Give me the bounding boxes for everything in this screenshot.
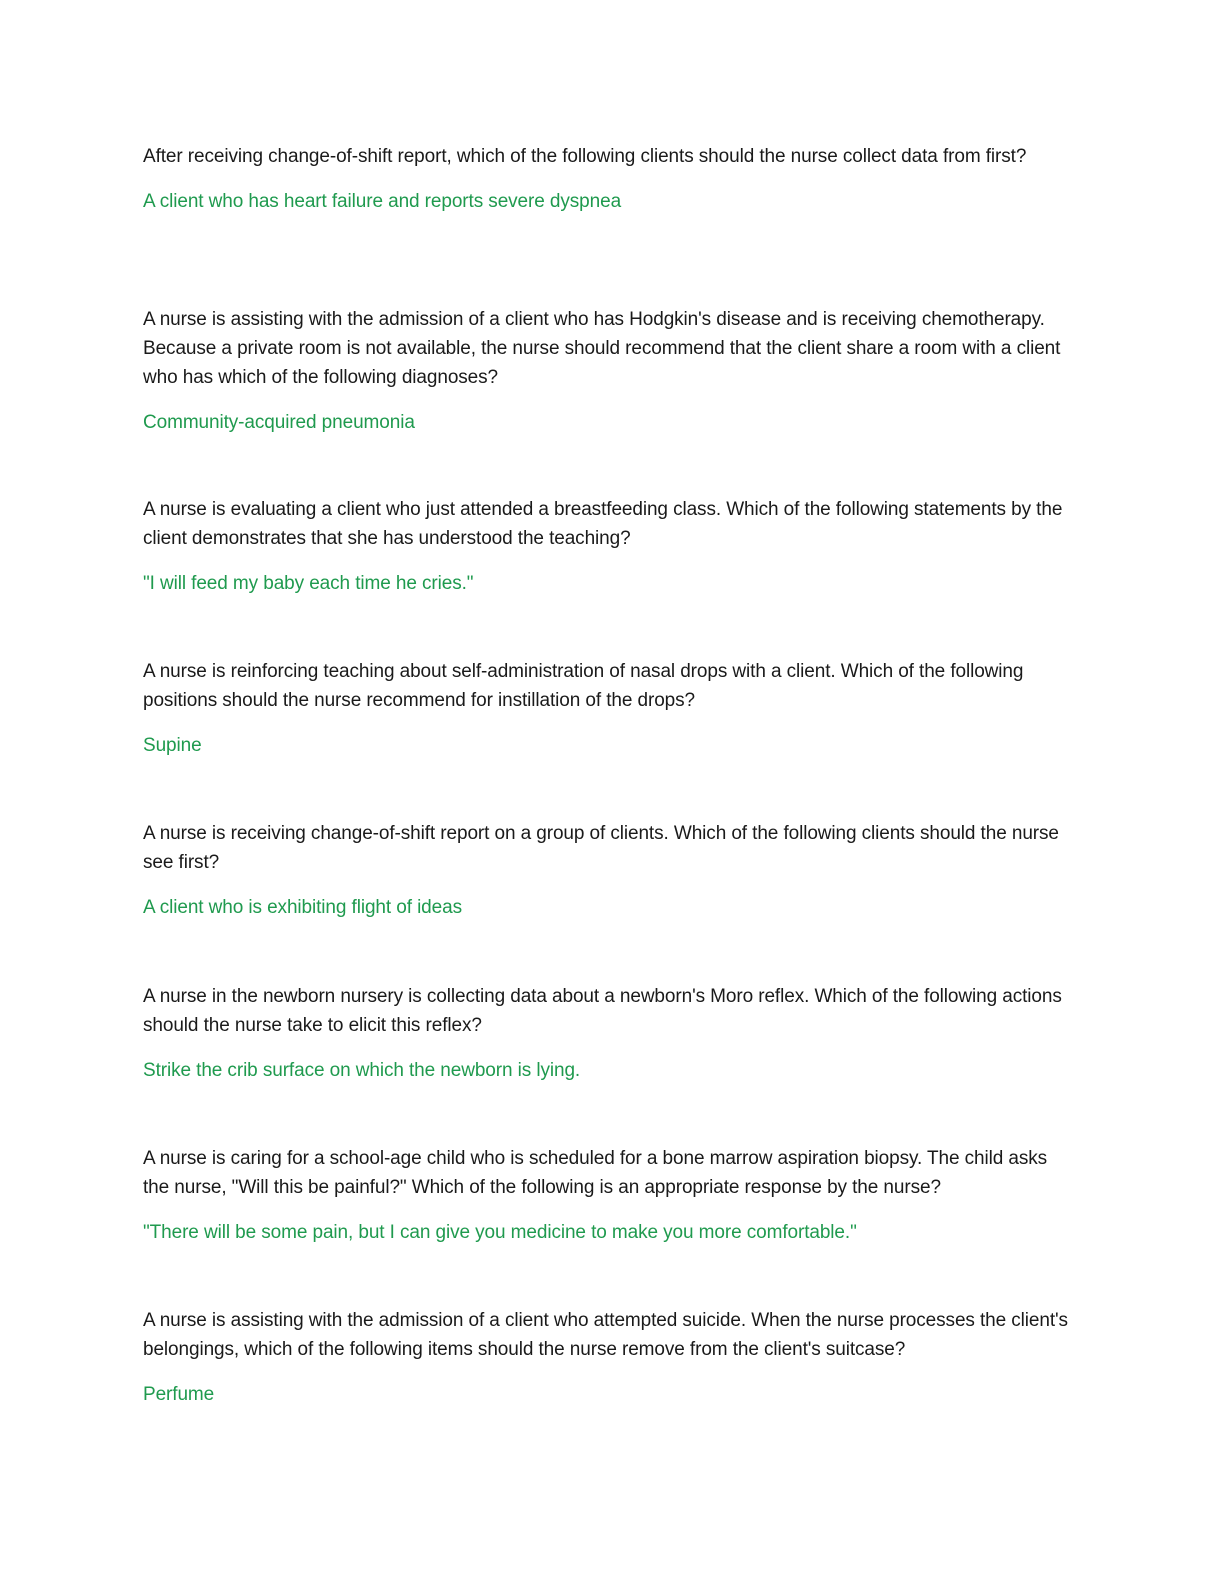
qa-item-4 [143,657,1073,760]
answer-text: Strike the crib surface on which the newborn is lying. [143,1060,581,1081]
qa-item-5 [143,819,1073,922]
qa-item-3 [143,495,1073,598]
answer-text: A client who has heart failure and reports severe dyspnea [143,191,622,212]
answer-text: "I will feed my baby each time he cries." [143,573,474,594]
question-text: A nurse in the newborn nursery is collecting data about a newborn's Moro reflex. Which of the following actions should the nurse take to elicit this reflex? [143,986,1062,1036]
qa-item-7 [143,1144,1073,1247]
qa-item-2 [143,305,1073,437]
answer-text: Perfume [143,1384,215,1405]
question-text: A nurse is assisting with the admission of a client who has Hodgkin's disease and is receiving chemotherapy. Because a private room is not available, the nurse should recommend that the client share a room with a client who has which of the following diagnoses? [143,309,1061,388]
question-text: A nurse is assisting with the admission of a client who attempted suicide. When the nurse processes the client's belongings, which of the following items should the nurse remove from the client's suitcase? [143,1310,1068,1360]
answer-text: A client who is exhibiting flight of ideas [143,897,462,918]
question-text: After receiving change-of-shift report, which of the following clients should the nurse collect data from first? [143,146,1027,167]
qa-item-8 [143,1306,1073,1409]
question-text: A nurse is reinforcing teaching about self-administration of nasal drops with a client. Which of the following positions should the nurse recommend for instillation of the drops? [143,661,1024,711]
qa-item-6 [143,982,1073,1085]
question-text: A nurse is caring for a school-age child who is scheduled for a bone marrow aspiration biopsy. The child asks the nurse, "Will this be painful?" Which of the following is an appropriate response by the nurse? [143,1148,1048,1198]
qa-item-1 [143,142,1073,216]
question-text: A nurse is evaluating a client who just attended a breastfeeding class. Which of the following statements by the client demonstrates that she has understood the teaching? [143,499,1063,549]
question-text: A nurse is receiving change-of-shift report on a group of clients. Which of the following clients should the nurse see first? [143,823,1059,873]
answer-text: Supine [143,735,202,756]
answer-text: Community-acquired pneumonia [143,412,415,433]
answer-text: "There will be some pain, but I can give you medicine to make you more comfortable." [143,1222,857,1243]
